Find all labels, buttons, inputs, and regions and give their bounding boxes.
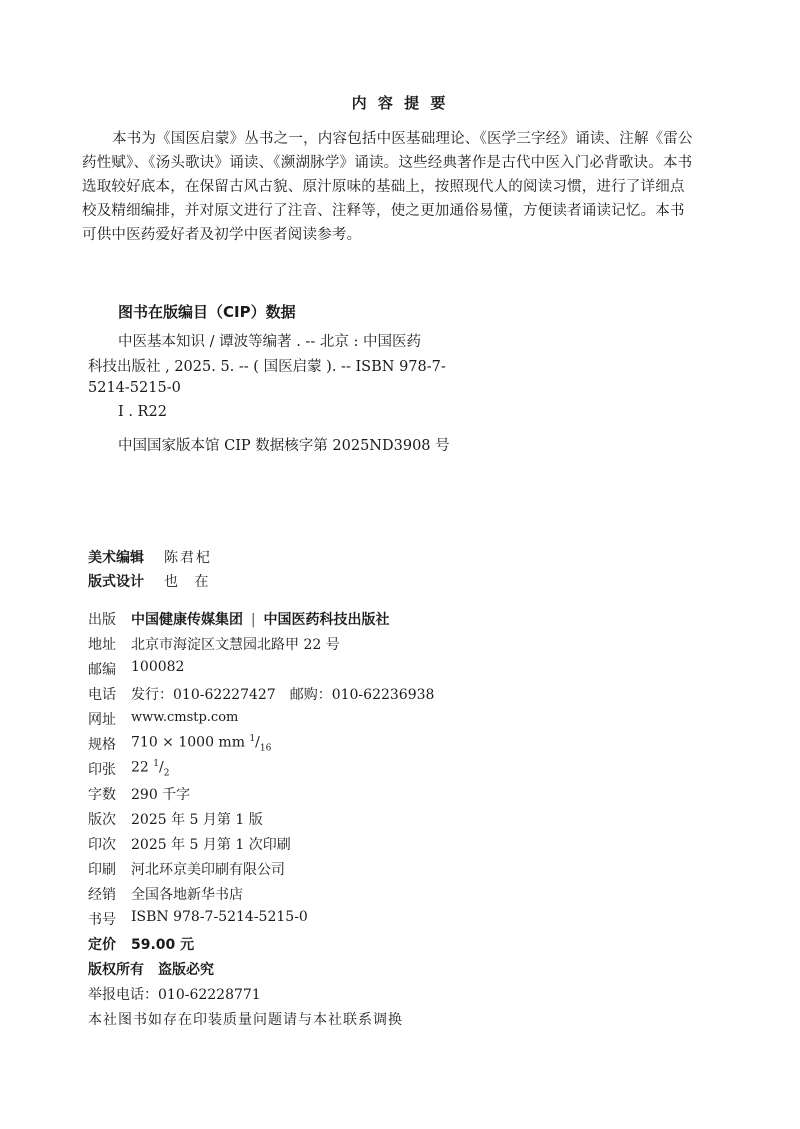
address-label: 地址 [88, 637, 116, 653]
publisher-separator: | [250, 612, 256, 628]
copyright-notice: 版权所有 盗版必究 [88, 962, 214, 978]
publisher-group: 中国健康传媒集团 [131, 612, 243, 628]
price-value: 59.00 元 [131, 937, 195, 953]
printing-label: 印次 [88, 837, 116, 853]
format-value: 710 × 1000 mm $^1/_{16}$ [131, 734, 272, 754]
art-editor-value: 陈君杞 [164, 550, 212, 566]
publisher-name: 中国医药科技出版社 [263, 612, 390, 628]
sheets-fraction-denominator: 2 [163, 768, 170, 779]
price-label: 定价 [88, 937, 116, 953]
format-size: 710 × 1000 mm [131, 734, 245, 751]
printer-value: 河北环京美印刷有限公司 [131, 862, 285, 878]
word-count-value: 290 千字 [131, 787, 191, 803]
isbn-value: ISBN 978-7-5214-5215-0 [131, 909, 308, 925]
postcode-label: 邮编 [88, 662, 116, 678]
cip-classification: Ⅰ . R22 [118, 404, 167, 420]
sheets-value: 22 $^1/_2$ [131, 759, 170, 779]
cip-record-number: 中国国家版本馆 CIP 数据核字第 2025ND3908 号 [118, 438, 450, 454]
layout-design-value: 也 在 [164, 574, 215, 590]
report-phone: 举报电话：010-62228771 [88, 987, 261, 1003]
publisher-label: 出版 [88, 612, 116, 628]
publisher-value [131, 609, 389, 629]
quality-notice: 本社图书如存在印装质量问题请与本社联系调换 [88, 1012, 403, 1028]
printing-value: 2025 年 5 月第 1 次印刷 [131, 837, 291, 853]
distributor-value: 全国各地新华书店 [131, 887, 243, 903]
summary-line: 可供中医药爱好者及初学中医者阅读参考。 [82, 227, 362, 243]
distributor-label: 经销 [88, 887, 116, 903]
cip-heading: 图书在版编目（CIP）数据 [118, 303, 296, 321]
summary-line: 校及精细编排，并对原文进行了注音、注释等，使之更加通俗易懂，方便读者诵读记忆。本书 [82, 203, 685, 219]
format-fraction-denominator: 16 [259, 743, 272, 754]
art-editor-label: 美术编辑 [88, 550, 144, 566]
website-label: 网址 [88, 712, 116, 728]
summary-line: 药性赋》、《汤头歌诀》诵读、《濒湖脉学》诵读。这些经典著作是古代中医入门必背歌诀。本书 [82, 155, 693, 171]
cip-line: 科技出版社 , 2025. 5. -- ( 国医启蒙 ). -- ISBN 978-7- [88, 359, 446, 375]
cip-line: 5214-5215-0 [88, 380, 181, 396]
format-fraction-numerator: 1 [249, 734, 256, 744]
summary-title: 内 容 提 要 [351, 94, 449, 112]
format-label: 规格 [88, 737, 116, 753]
cip-line: 中医基本知识 / 谭波等编著 . -- 北京 : 中国医药 [118, 334, 421, 350]
phone-label: 电话 [88, 687, 116, 703]
edition-value: 2025 年 5 月第 1 版 [131, 812, 263, 828]
address-value: 北京市海淀区文慧园北路甲 22 号 [131, 637, 340, 653]
edition-label: 版次 [88, 812, 116, 828]
postcode-value: 100082 [131, 659, 185, 675]
summary-line: 本书为《国医启蒙》丛书之一，内容包括中医基础理论、《医学三字经》诵读、注解《雷公 [112, 131, 693, 147]
website-value: www.cmstp.com [131, 710, 239, 725]
phone-value: 发行：010-62227427 邮购：010-62236938 [131, 687, 435, 703]
printer-label: 印刷 [88, 862, 116, 878]
sheets-fraction-numerator: 1 [153, 759, 160, 769]
word-count-label: 字数 [88, 787, 116, 803]
sheets-label: 印张 [88, 762, 116, 778]
sheets-main: 22 [131, 759, 149, 776]
summary-line: 选取较好底本，在保留古风古貌、原汁原味的基础上，按照现代人的阅读习惯，进行了详细点 [82, 179, 685, 195]
isbn-label: 书号 [88, 912, 116, 928]
layout-design-label: 版式设计 [88, 574, 144, 590]
